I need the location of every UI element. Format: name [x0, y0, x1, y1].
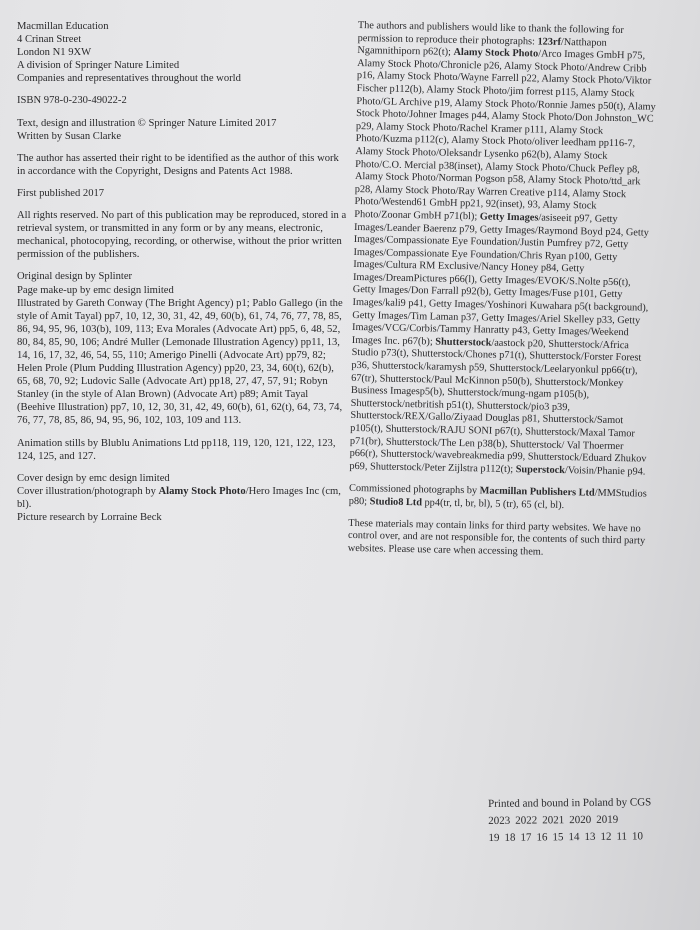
cover-illus-source: Alamy Stock Photo: [158, 485, 246, 497]
ack-source-superstock: Superstock: [515, 463, 566, 476]
ack-source-shutterstock: Shutterstock: [435, 336, 492, 349]
author-line: Written by Susan Clarke: [17, 130, 122, 142]
commissioned-prefix: Commissioned photographs by: [348, 483, 480, 497]
companies-line: Companies and representatives throughout the world: [17, 73, 241, 85]
rights-reserved: All rights reserved. No part of this publication may be reproduced, stored in a retrieval system, or transmitted in any form or by any means, electronic, mechanical, photocopying, recording, or otherwise, without the prior written permission of the publishers.: [17, 210, 347, 261]
first-published: First published 2017: [17, 187, 105, 199]
commissioned-source-studio8: Studio8 Ltd: [369, 496, 423, 509]
picture-research: Picture research by Lorraine Beck: [17, 512, 162, 523]
ack-text-123rf: /Natthapon Ngamnithiporn p62(t);: [357, 36, 607, 59]
ack-source-alamy: Alamy Stock Photo: [453, 47, 539, 60]
cover-illus-suffix: /Hero Images Inc (cm, bl).: [17, 485, 341, 510]
impression-numbers: [488, 828, 651, 847]
animation-credits: Animation stills by Blublu Animations Ltd pp118, 119, 120, 121, 122, 123, 124, 125, and 127.: [17, 437, 336, 462]
ack-text-getty: /asiseeit p97, Getty Images/Leander Baerenz p79, Getty Images/Raymond Boyd p24, Getty Images/Compassionate Eye Foundation/Justin Pumfrey p72, Getty Images/Compassionate Eye Foundation/Chris Ryan p100, Getty Images/Cultura RM Exclusive/Nancy Honey p84, Getty Images/DreamPictures p66(l), Getty Images/EVOK/S.Nolte p56(t), Getty Images/Don Farrall p92(b), Getty Images/Fuse p101, Getty Images/kali9 p41, Getty Images/Yoshinori Kuwahara p5(t background), Getty Images/Tim Laman p37, Getty Images/Ariel Skelley p33, Getty Images/VCG/Corbis/Tammy Hanratty p43, Getty Images/Weekend Images Inc. p67(b);: [351, 212, 649, 348]
author-rights: The author has asserted their right to be identified as the author of this work in accordance with the Copyright, Designs and Patents Act 1988.: [17, 152, 339, 177]
impression-item: 12: [600, 830, 612, 843]
copyright-notice: [17, 117, 347, 143]
left-column: [17, 20, 347, 533]
year-item: 2022: [515, 814, 538, 827]
year-item: 2020: [569, 813, 592, 827]
cover-design: Cover design by emc design limited: [17, 472, 170, 484]
impression-item: 18: [504, 831, 516, 844]
original-design: Original design by Splinter: [17, 271, 133, 283]
impression-item: 16: [536, 831, 548, 844]
print-years: [488, 811, 651, 830]
impression-item: 13: [584, 830, 596, 843]
ack-text-superstock: /Voisin/Phanie p94.: [564, 464, 646, 478]
year-item: 2019: [596, 813, 619, 826]
commissioned-source-macmillan: Macmillan Publishers Ltd: [479, 485, 595, 500]
ack-text-shutterstock: /aastock p20, Shutterstock/Africa Studio p73(t), Shutterstock/Chones p71(t), Shutterstock/Forster Forest p36, Shutterstock/karamysh p59, Shutterstock/Leelaryonkul pp66(tr), 67(tr), Shutterstock/Paul McKinnon p50(b), Shutterstock/Monkey Business Imagesp5(b), Shutterstock/mung-ngam p105(b), Shutterstock/netbritish p51(t), Shutterstock/pio3 p39, Shutterstock/REX/Gallo/Ziyaad Douglas p81, Shutterstock/Samot p105(t), Shutterstock/RAJU SONI p67(t), Shutterstock/Maxal Tamor p71(br), Shutterstock/The Len p38(b), Shutterstock/ Val Thoermer p66(r), Shutterstock/wavebreakmedia p99, Shutterstock/Eduard Zhukov p69, Shutterstock/Peter Zijlstra p112(t);: [349, 337, 647, 475]
third-party-links-notice: These materials may contain links for third party websites. We have no control over, and are not responsible for, the contents of such third party websites. Please use care when accessing them.: [347, 517, 646, 558]
illustration-credits: Illustrated by Gareth Conway (The Bright Agency) p1; Pablo Gallego (in the style of Amit Tayal) pp7, 10, 12, 30, 31, 42, 49, 60(b), 61, 74, 76, 77, 78, 85, 86, 94, 95, 96, 103(b), 109, 113; Eva Morales (Advocate Art) pp5, 6, 48, 52, 80, 84, 85, 90, 106; André Muller (Lemonade Illustration Agency) pp11, 13, 14, 16, 17, 32, 46, 54, 55, 110; Amerigo Pinelli (Advocate Art) pp79, 82; Helen Prole (Plum Pudding Illustration Agency) pp20, 23, 34, 60(t), 62(b), 65, 68, 70, 92; Ludovic Salle (Advocate Art) pp18, 27, 47, 57, 91; Robyn Stanley (in the style of Alan Brown) (Advocate Art) p89; Amit Tayal (Beehive Illustration) pp7, 10, 12, 30, 31, 42, 49, 60(b), 61, 62(t), 64, 73, 74, 76, 77, 78, 85, 86, 94, 95, 96, 102, 103, 109 and 113.: [17, 297, 343, 427]
cover-credits: [17, 472, 347, 524]
impression-item: 17: [520, 831, 532, 844]
impression-item: 19: [488, 831, 500, 844]
impression-item: 15: [552, 831, 564, 844]
address-line-2: London N1 9XW: [17, 47, 92, 59]
division-line: A division of Springer Nature Limited: [17, 60, 180, 72]
ack-text-alamy: /Arco Images GmbH p75, Alamy Stock Photo/Chronicle p26, Alamy Stock Photo/Andrew Cribb p16, Alamy Stock Photo/Wayne Farrell p22, Alamy Stock Photo/Viktor Fischer p112(b), Alamy Stock Photo/jim forrest p115, Alamy Stock Photo/GL Archive p19, Alamy Stock Photo/Ronnie James p50(t), Alamy Stock Photo/Johner Images p44, Alamy Stock Photo/Don Johnston_WC p29, Alamy Stock Photo/Rachel Kramer p111, Alamy Stock Photo/Kuzma p112(c), Alamy Stock Photo/oliver leedham pp116-7, Alamy Stock Photo/Oleksandr Lysenko p62(b), Alamy Stock Photo/C.O. Mercial p38(inset), Alamy Stock Photo/Chuck Pefley p8, Alamy Stock Photo/Norman Pogson p58, Alamy Stock Photo/ttd_ark p28, Alamy Stock Photo/Ray Warren Creative p114, Alamy Stock Photo/Westend61 GmbH pp21, 92(inset), 93, Alamy Stock Photo/Zoonar GmbH p71(bl);: [354, 48, 656, 223]
commissioned-mid: /MMStudios p80;: [348, 488, 647, 508]
publisher-name: Macmillan Education: [17, 21, 109, 32]
year-item: 2021: [542, 814, 565, 827]
cover-illus-prefix: Cover illustration/photograph by: [17, 485, 159, 497]
ack-source-123rf: 123rf: [537, 36, 562, 48]
impression-item: 10: [631, 830, 644, 843]
print-details: [488, 794, 652, 847]
design-credits: [17, 270, 347, 427]
right-column: [348, 20, 658, 570]
commissioned-suffix: pp4(tr, tl, br, bl), 5 (tr), 65 (cl, bl).: [421, 497, 565, 512]
impression-item: 11: [616, 830, 628, 843]
address-line-1: 4 Crinan Street: [17, 34, 82, 46]
impression-item: 14: [568, 831, 580, 844]
publisher-address: [17, 20, 347, 85]
cover-illustration: [17, 485, 347, 511]
commissioned-photos: [349, 483, 649, 514]
year-item: 2023: [488, 814, 511, 827]
copyright-line: Text, design and illustration © Springer Nature Limited 2017: [17, 117, 277, 129]
photo-acknowledgements: [349, 20, 658, 479]
page-makeup: Page make-up by emc design limited: [17, 284, 174, 296]
ack-intro: The authors and publishers would like to thank the following for permission to reproduce their photographs:: [357, 20, 624, 47]
isbn: ISBN 978-0-230-49022-2: [17, 95, 127, 107]
printed-by: Printed and bound in Poland by CGS: [488, 796, 652, 810]
ack-source-getty: Getty Images: [479, 211, 539, 224]
